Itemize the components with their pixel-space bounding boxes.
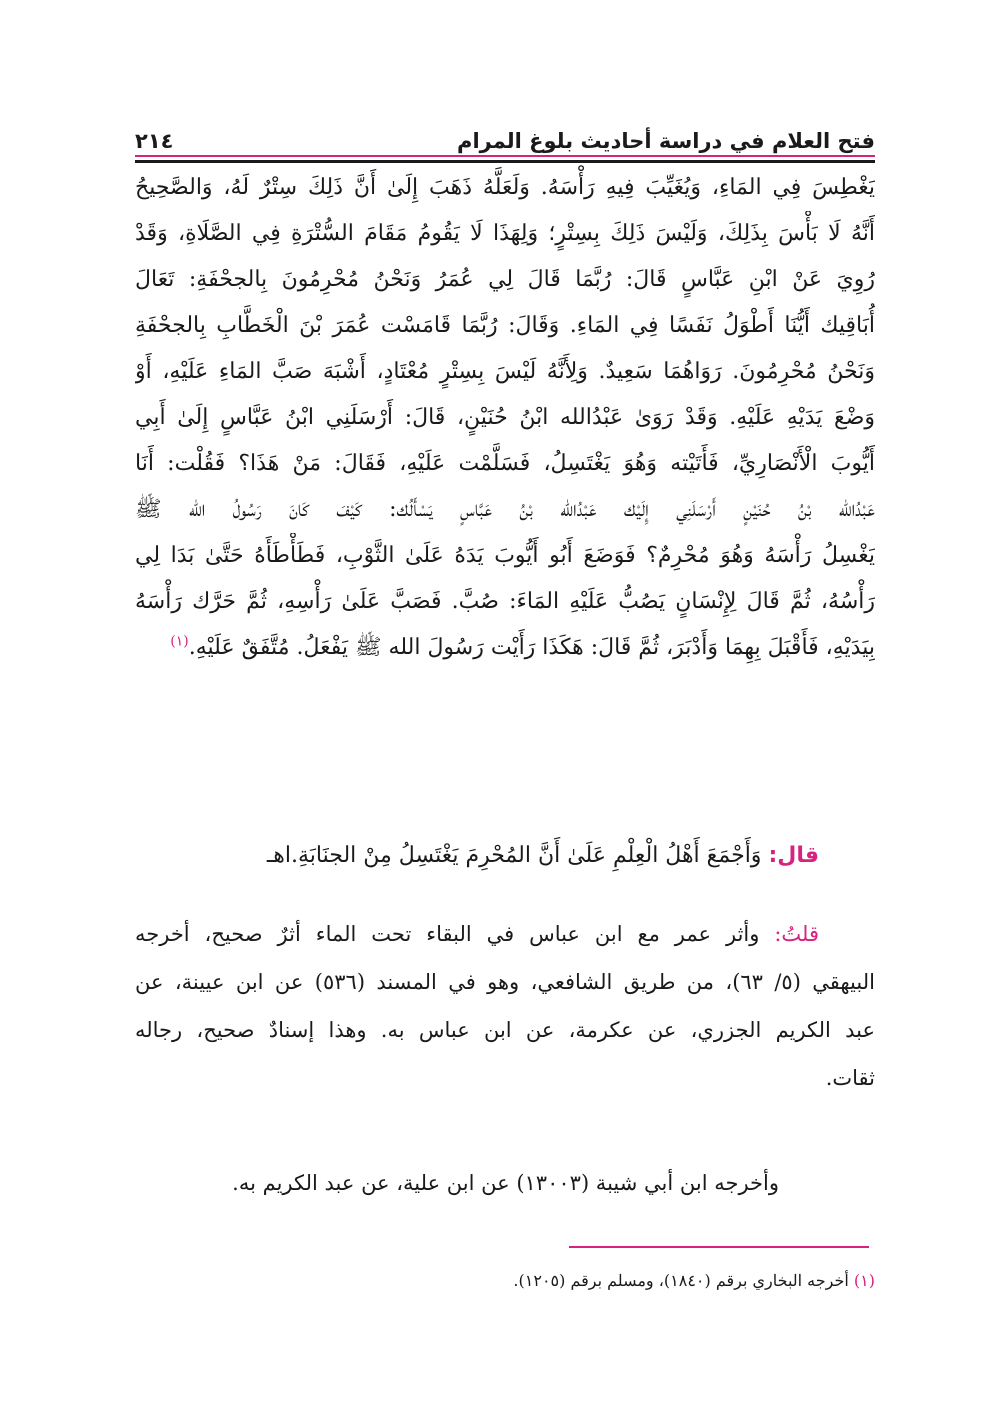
matn-line: أُبَاقِيك أَيُّنَا أَطْوَلُ نَفَسًا فِي المَاءِ. وَقَالَ: رُبَّمَا قَامَسْت عُمَرَ بْنَ الْخَطَّابِ بِالجحْفَةِ (135, 313, 875, 338)
header-title: فتح العلام في دراسة أحاديث بلوغ المرام (457, 129, 875, 153)
footnote (135, 1268, 875, 1294)
page-number: ٢١٤ (135, 129, 174, 153)
matn-line-text: بِيَدَيْهِ، فَأَقْبَلَ بِهِمَا وَأَدْبَرَ، ثُمَّ قَالَ: هَكَذَا رَأَيْت رَسُولَ الله ﷺ يَفْعَلُ. مُتَّفَقٌ عَلَيْهِ. (188, 635, 875, 660)
qultu-label: قلتُ: (774, 922, 819, 946)
commentary-line: عبد الكريم الجزري، عن عكرمة، عن ابن عباس به. وهذا إسنادٌ صحيح، رجاله (135, 1018, 875, 1042)
commentary-line: البيهقي (٥/ ٦٣)، من طريق الشافعي، وهو في المسند (٥٣٦) عن ابن عيينة، عن (135, 970, 875, 994)
matn-line: أَيُّوبَ الْأَنْصَارِيِّ، فَأَتَيْته وَهُوَ يَغْتَسِلُ، فَسَلَّمْت عَلَيْهِ، فَقَالَ: مَنْ هَذَا؟ فَقُلْت: أَنَا (135, 451, 875, 476)
qala-label: قال: (768, 843, 819, 868)
matn-line: عَبْدُالله بْنُ حُنَيْنٍ أَرْسَلَنِي إِلَيْك عَبْدُالله بْنُ عَبَّاسٍ يَسْأَلُك: كَيْفَ كَانَ رَسُولُ الله ﷺ (135, 497, 875, 522)
header-rule-main (135, 160, 875, 163)
qala-text: وَأَجْمَعَ أَهْلُ الْعِلْمِ عَلَىٰ أَنَّ المُحْرِمَ يَغْتَسِلُ مِنْ الجنَابَةِ.اهـ (266, 843, 769, 868)
commentary-paragraph (135, 910, 875, 1102)
header-rule-accent (135, 155, 875, 157)
matn-line: يَغْسِلُ رَأْسَهُ وَهُوَ مُحْرِمٌ؟ فَوَضَعَ أَبُو أَيُّوبَ يَدَهُ عَلَىٰ الثَّوْبِ، فَطَأْطَأَهُ حَتَّىٰ بَدَا لِي (135, 543, 875, 568)
running-header (135, 117, 875, 153)
footnote-text: أخرجه البخاري برقم (١٨٤٠)، ومسلم برقم (١٢٠٥). (513, 1271, 854, 1290)
matn-line: رُوِيَ عَنْ ابْنِ عَبَّاسٍ قَالَ: رُبَّمَا قَالَ لِي عُمَرُ وَنَحْنُ مُحْرِمُونَ بِالجحْفَةِ: تَعَالَ (135, 267, 875, 292)
matn-line: يَغْطِسَ فِي المَاءِ، وَيُغَيِّبَ فِيهِ رَأْسَهُ. وَلَعَلَّهُ ذَهَبَ إِلَىٰ أَنَّ ذَلِكَ سِتْرٌ لَهُ، وَالصَّحِيحُ (135, 175, 875, 200)
footnote-number[interactable]: (١) (853, 1271, 875, 1290)
footnote-separator (569, 1246, 869, 1248)
commentary-line (135, 910, 875, 958)
matn-line: أَنَّهُ لَا بَأْسَ بِذَلِكَ، وَلَيْسَ ذَلِكَ بِسِتْرٍ؛ وَلِهَذَا لَا يَقُومُ مَقَامَ السُّتْرَةِ فِي الصَّلَاةِ، وَقَدْ (135, 221, 875, 246)
second-paragraph: وأخرجه ابن أبي شيبة (١٣٠٠٣) عن ابن علية، عن عبد الكريم به. (232, 1171, 779, 1195)
commentary-line: ثقات. (825, 1066, 875, 1090)
qala-paragraph (135, 834, 875, 878)
commentary-first-text: وأثر عمر مع ابن عباس في البقاء تحت الماء أثرٌ صحيح، أخرجه (135, 922, 775, 946)
matn-line: رَأْسُهُ، ثُمَّ قَالَ لِإِنْسَانٍ يَصُبُّ عَلَيْهِ المَاءَ: صُبَّ. فَصَبَّ عَلَىٰ رَأْسِهِ، ثُمَّ حَرَّك رَأْسَهُ (135, 589, 875, 614)
matn-line: وَنَحْنُ مُحْرِمُونَ. رَوَاهُمَا سَعِيدٌ. وَلِأَنَّهُ لَيْسَ بِسِتْرٍ مُعْتَادٍ، أَشْبَهَ صَبَّ المَاءِ عَلَيْهِ، أَوْ (135, 359, 875, 384)
matn-block (135, 165, 875, 671)
matn-line-last (135, 625, 875, 671)
footnote-reference[interactable]: (١) (170, 633, 189, 650)
matn-line: وَضْعَ يَدَيْهِ عَلَيْهِ. وَقَدْ رَوَىٰ عَبْدُالله ابْنُ حُنَيْنٍ، قَالَ: أَرْسَلَنِي ابْنُ عَبَّاسٍ إِلَىٰ أَبِي (135, 405, 875, 430)
